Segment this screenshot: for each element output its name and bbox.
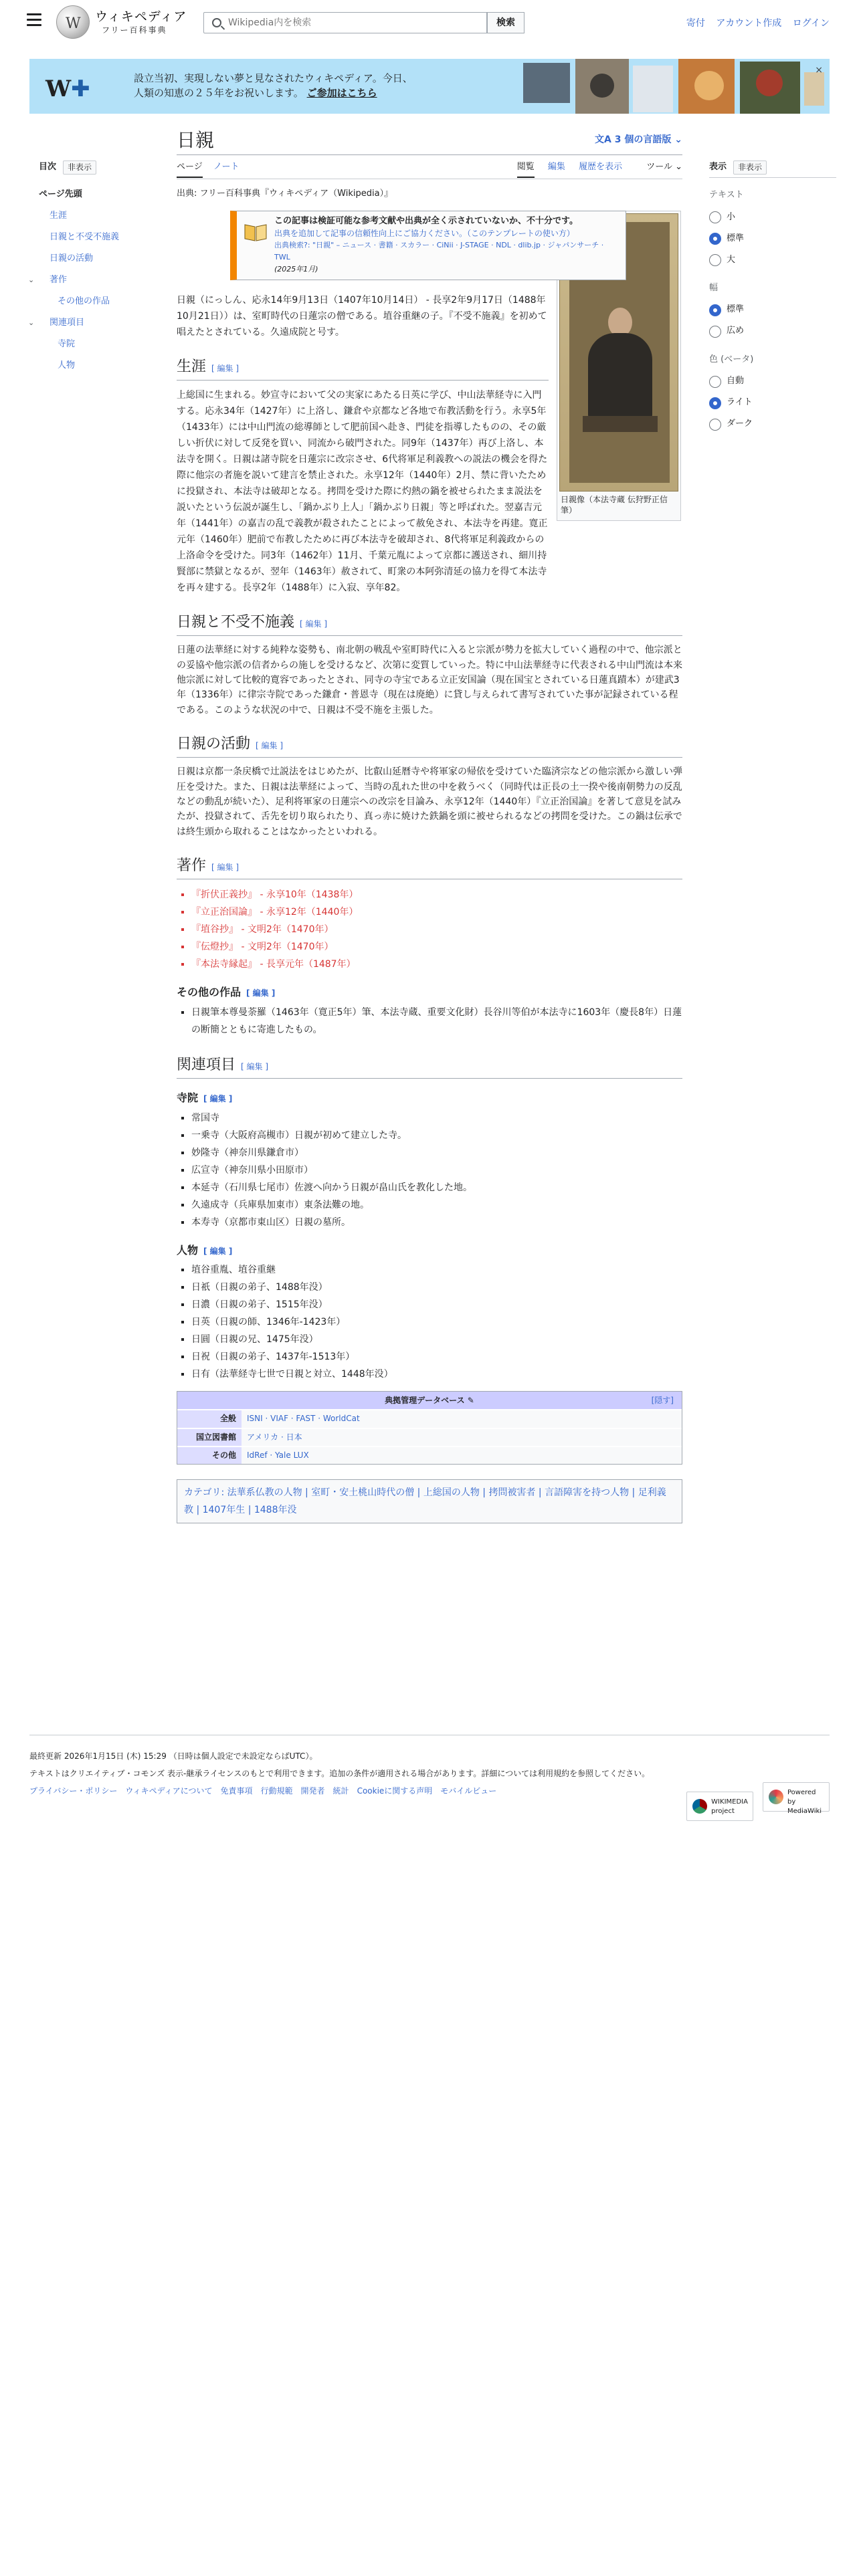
edit-section-link[interactable]: [ 編集 ] bbox=[246, 988, 276, 998]
section-fujufuse-title: 日親と不受不施義 bbox=[177, 613, 295, 631]
site-header bbox=[0, 0, 859, 45]
tab-edit[interactable]: 編集 bbox=[547, 162, 565, 172]
footer-link[interactable]: 統計 bbox=[332, 1786, 349, 1796]
portrait-caption: 日親像（本法寺蔵 伝狩野正信筆） bbox=[561, 494, 668, 515]
appearance-panel bbox=[709, 160, 836, 435]
section-fujufuse bbox=[177, 611, 682, 1523]
person-item[interactable]: ▪ 埴谷重胤、埴谷重継 bbox=[191, 1261, 682, 1279]
create-account-link[interactable]: アカウント作成 bbox=[716, 18, 782, 29]
radio-button[interactable] bbox=[709, 254, 721, 266]
toc-hide-button[interactable]: 非表示 bbox=[63, 160, 96, 175]
notice-date: (2025年1月) bbox=[274, 264, 318, 274]
section-other-works-title: その他の作品 bbox=[177, 986, 242, 999]
section-people-heading bbox=[177, 1242, 682, 1259]
section-life-heading bbox=[177, 355, 549, 381]
radio-button[interactable] bbox=[709, 326, 721, 338]
edit-section-link[interactable]: [ 編集 ] bbox=[300, 619, 328, 629]
anniversary-banner bbox=[29, 59, 830, 114]
edit-pencil-icon[interactable]: ✎ bbox=[467, 1396, 474, 1406]
table-of-contents bbox=[28, 160, 159, 377]
section-works-title: 著作 bbox=[177, 857, 207, 875]
appearance-group-label: 色 (ベータ) bbox=[709, 354, 754, 364]
section-temples-heading bbox=[177, 1089, 682, 1107]
appearance-option[interactable] bbox=[709, 321, 836, 342]
footer-link[interactable]: プライバシー・ポリシー bbox=[29, 1786, 118, 1796]
appearance-option[interactable] bbox=[709, 371, 836, 393]
appearance-option-label: 自動 bbox=[727, 376, 745, 387]
section-works-heading bbox=[177, 854, 682, 879]
radio-button[interactable] bbox=[709, 397, 721, 409]
section-life bbox=[177, 387, 549, 596]
life-paragraph: 上総国に生まれる。妙宣寺において父の実家にあたる日英に学び、中山法華経寺に入門する。応永34年（1427年）に上洛し、鎌倉や京都など各地で布教活動を行う。永享5年（1433年）には中山門流の総導師として肥前国へ赴き、門徒を指導したものの、その厳しい折伏に対して反発を買い、同流から破門された。同9年（1437年）再び上洛し、本法寺を開く。日親は諸寺院を日蓮宗に改宗させ、6代将軍足利義教への説法の機会を得た際に他宗の者施を説いて建言を禁止された。永享12年（1440年）2月、禁に背いたために投獄され、本法寺は破却となる。拷問を受けた際に灼熱の鍋を被せられたまま説法を説いたという伝説が誕生し、「鍋かぶり上人」「鍋かぶり日親」等と呼ばれた。翌嘉吉元年（1441年）の嘉吉の乱で義教が殺されたことによって赦免され、本法寺を再建。寛正元年（1460年）肥前で布教したために再び本法寺を破却され、8代将軍足利義政からの上洛命令を受けた。同3年（1462年）11月、千葉元胤によって京都に護送され、細川持賢部に禁獄となるが、翌年（1463年）赦されて、町衆の本阿弥清延の協力を得て本法寺を再々建する。長享2年（1488年）に入寂、享年82。 bbox=[177, 389, 548, 593]
authority-label: その他 bbox=[177, 1446, 242, 1464]
fujufuse-paragraph: 日蓮の法華経に対する純粋な姿勢も、南北朝の戦乱や室町時代に入ると宗派が勢力を拡大していく過程の中で、他宗派との妥協や他宗派の信者からの施しを受けるなど、次第に変質していった。特に中山法華経寺に代表される中山門流は本来他宗派に対して比較的寛容であったとされ、同寺の寺宝である立正安国論（現在国宝とされている日蓮真蹟本）が建武3年（1336年）に律宗寺院であった鎌倉・普恩寺（現在は廃絶）に貸し与えられて書写されていた事が記録されている程である。このような状況の中で、日親は不受不施を主張した。 bbox=[177, 645, 682, 716]
appearance-group-label: 幅 bbox=[709, 282, 719, 293]
toc-item-activity[interactable]: 日親の活動 bbox=[50, 253, 94, 264]
work-item[interactable]: ▪ 『立正治国論』 - 永享12年（1440年） bbox=[191, 903, 682, 921]
banner-text bbox=[134, 71, 413, 100]
main-content bbox=[177, 126, 682, 1523]
toc-item-related-label: 関連項目 bbox=[50, 318, 85, 328]
radio-button[interactable] bbox=[709, 304, 721, 316]
tab-page[interactable]: ページ bbox=[177, 162, 203, 178]
tab-talk[interactable]: ノート bbox=[213, 162, 240, 172]
appearance-option-label: 標準 bbox=[727, 233, 745, 243]
main-menu-icon[interactable] bbox=[27, 13, 41, 27]
search-button[interactable]: 検索 bbox=[487, 12, 524, 33]
radio-button[interactable] bbox=[709, 376, 721, 388]
language-button-label: 3 個の言語版 bbox=[614, 134, 672, 145]
tab-tools-label: ツール bbox=[646, 162, 672, 172]
authority-hide-link[interactable]: [隠す] bbox=[651, 1396, 674, 1406]
authority-label: 国立図書館 bbox=[177, 1428, 242, 1446]
appearance-groups bbox=[709, 189, 836, 435]
work-item[interactable]: ▪ 『伝燈抄』 - 文明2年（1470年） bbox=[191, 938, 682, 956]
people-list bbox=[191, 1261, 682, 1383]
book-icon bbox=[244, 222, 268, 242]
toc-item-people[interactable]: 人物 bbox=[58, 360, 76, 371]
appearance-title: 表示 bbox=[709, 162, 727, 173]
person-item[interactable]: ▪ 日祇（日親の弟子、1488年没） bbox=[191, 1279, 682, 1296]
section-fujufuse-heading bbox=[177, 611, 682, 636]
toc-item-works[interactable] bbox=[28, 270, 159, 291]
search-box[interactable] bbox=[203, 12, 487, 33]
authority-table bbox=[177, 1409, 682, 1464]
authority-value[interactable]: IdRef · Yale LUX bbox=[242, 1446, 682, 1464]
temple-item[interactable]: ▪ 久遠成寺（兵庫県加東市）東条法難の地。 bbox=[191, 1196, 682, 1214]
section-life-title: 生涯 bbox=[177, 358, 207, 375]
authority-title[interactable]: 典拠管理データベース bbox=[385, 1396, 465, 1406]
appearance-hide-button[interactable]: 非表示 bbox=[733, 160, 767, 175]
donate-link[interactable]: 寄付 bbox=[686, 18, 705, 29]
maintenance-notice bbox=[230, 211, 626, 280]
edit-section-link[interactable]: [ 編集 ] bbox=[211, 863, 240, 873]
notice-source-search[interactable]: 出典検索?: "日親" – ニュース · 書籍 · スカラー · CiNii · J-STAGE · NDL · dlib.jp · ジャパンサーチ · TWL bbox=[274, 240, 604, 261]
appearance-option-label: 広め bbox=[727, 326, 745, 336]
temple-item[interactable]: ▪ 一乗寺（大阪府高槻市）日親が初めて建立した寺。 bbox=[191, 1127, 682, 1144]
edit-section-link[interactable]: [ 編集 ] bbox=[211, 363, 240, 373]
footer-badges bbox=[680, 1782, 830, 1821]
person-item[interactable]: ▪ 日祝（日親の弟子、1437年-1513年） bbox=[191, 1348, 682, 1366]
activity-paragraph: 日親は京都一条戻橋で辻説法をはじめたが、比叡山延暦寺や将軍家の帰依を受けていた臨済宗などの他宗派から激しい弾圧を受けた。また、日親は法華経によって、当時の乱れた世の中を救うべく（同時代は正長の土一揆や後南朝勢力の反乱などの動乱が続いた）、足利将軍家の日蓮宗への改宗を目論み、永享12年（1440年）『立正治国論』を著して意見を試みたが、投獄されて、舌先を切り取られたり、真っ赤に焼けた鉄鍋を頭に被せられるなどの拷問を受けた。この鍋は伝承では終生頭から取れることはなかったといわれる。 bbox=[177, 766, 682, 837]
authority-control bbox=[177, 1391, 682, 1465]
appearance-option[interactable] bbox=[709, 300, 836, 321]
temples-list bbox=[191, 1109, 682, 1231]
search-icon bbox=[212, 18, 221, 27]
last-modified: 最終更新 2026年1月15日 (木) 15:29 （日時は個人設定で未設定ならばUTC）。 bbox=[29, 1751, 318, 1761]
wikimedia-badge[interactable]: WIKIMEDIA project bbox=[686, 1792, 753, 1821]
toc-item-temples[interactable]: 寺院 bbox=[58, 339, 76, 350]
appearance-option-label: 標準 bbox=[727, 304, 745, 315]
radio-button[interactable] bbox=[709, 211, 721, 223]
work-item[interactable]: ▪ 『埴谷抄』 - 文明2年（1470年） bbox=[191, 921, 682, 938]
site-sub: 出典: フリー百科事典『ウィキペディア（Wikipedia）』 bbox=[177, 189, 393, 199]
authority-value[interactable]: ISNI · VIAF · FAST · WorldCat bbox=[242, 1410, 682, 1428]
tab-history[interactable]: 履歴を表示 bbox=[579, 162, 623, 172]
toc-item-works-label: 著作 bbox=[50, 275, 68, 286]
intro-section bbox=[177, 292, 549, 340]
section-related-heading bbox=[177, 1053, 682, 1079]
authority-value[interactable]: アメリカ · 日本 bbox=[242, 1428, 682, 1446]
appearance-option-label: 大 bbox=[727, 254, 736, 265]
temple-item[interactable]: ▪ 本寿寺（京都市東山区）日親の墓所。 bbox=[191, 1214, 682, 1231]
toc-item-other-works[interactable]: その他の作品 bbox=[58, 296, 110, 307]
section-other-works-heading bbox=[177, 984, 682, 1001]
authority-label: 全般 bbox=[177, 1410, 242, 1428]
toc-title: 目次 bbox=[39, 162, 57, 173]
tab-read[interactable]: 閲覧 bbox=[517, 162, 535, 178]
section-related-title: 関連項目 bbox=[177, 1057, 236, 1074]
section-temples-title: 寺院 bbox=[177, 1091, 199, 1105]
site-footer bbox=[29, 1735, 830, 1815]
tab-tools[interactable]: ツール ⌄ bbox=[646, 162, 682, 172]
edit-section-link[interactable]: [ 編集 ] bbox=[241, 1062, 269, 1072]
section-activity-title: 日親の活動 bbox=[177, 736, 251, 753]
footer-link[interactable]: Cookieに関する声明 bbox=[357, 1786, 433, 1796]
personal-tools bbox=[678, 16, 830, 31]
wordmark[interactable]: ウィキペディア bbox=[95, 9, 187, 24]
radio-button[interactable] bbox=[709, 233, 721, 245]
notice-lead: この記事は検証可能な参考文献や出典が全く示されていないか、不十分です。 bbox=[274, 215, 578, 226]
radio-button[interactable] bbox=[709, 419, 721, 431]
person-item[interactable]: ▪ 日英（日親の師、1346年-1423年） bbox=[191, 1313, 682, 1331]
appearance-option[interactable] bbox=[709, 228, 836, 249]
category-links[interactable]: カテゴリ: 法華系仏教の人物 | 室町・安土桃山時代の僧 | 上総国の人物 | 拷問被害者 | 言語障害を持つ人物 | 足利義教 | 1407年生 | 1488年没 bbox=[177, 1479, 682, 1523]
wikipedia-25-logo: W✚ bbox=[45, 76, 90, 102]
appearance-group-label: テキスト bbox=[709, 190, 744, 201]
work-item[interactable]: ▪ 『折伏正義抄』 - 永享10年（1438年） bbox=[191, 886, 682, 903]
appearance-option-label: ライト bbox=[727, 397, 753, 408]
toc-item-fujufuse[interactable]: 日親と不受不施義 bbox=[50, 232, 120, 243]
page-title: 日親 bbox=[177, 129, 215, 151]
appearance-option[interactable] bbox=[709, 393, 836, 414]
chevron-down-icon[interactable]: ⌄ bbox=[28, 276, 35, 285]
intro-paragraph: 日親（にっしん、応永14年9月13日（1407年10月14日） - 長享2年9月17日（1488年10月21日））は、室町時代の日蓮宗の僧である。埴谷重継の子。『不受不施義』を初めて唱えたとされている。久遠成院と号す。 bbox=[177, 294, 547, 338]
other-works-list bbox=[191, 1004, 682, 1039]
language-button[interactable]: 文A 3 個の言語版 ⌄ bbox=[595, 134, 682, 145]
footer-link[interactable]: モバイルビュー bbox=[440, 1786, 497, 1796]
footer-link[interactable]: ウィキペディアについて bbox=[125, 1786, 213, 1796]
person-item[interactable]: ▪ 日圓（日親の兄、1475年没） bbox=[191, 1331, 682, 1348]
appearance-option[interactable] bbox=[709, 414, 836, 435]
person-item[interactable]: ▪ 日濃（日親の弟子、1515年没） bbox=[191, 1296, 682, 1313]
temple-item[interactable]: ▪ 広宣寺（神奈川県小田原市） bbox=[191, 1162, 682, 1179]
temple-item[interactable]: ▪ 妙隆寺（神奈川県鎌倉市） bbox=[191, 1144, 682, 1162]
chevron-down-icon[interactable]: ⌄ bbox=[28, 318, 35, 328]
wikipedia-globe-logo[interactable] bbox=[56, 5, 90, 39]
edit-section-link[interactable]: [ 編集 ] bbox=[203, 1094, 233, 1104]
toc-item-life[interactable]: 生涯 bbox=[50, 211, 68, 221]
section-people-title: 人物 bbox=[177, 1243, 199, 1257]
banner-line-2: 人類の知恵の２５年をお祝いします。 bbox=[134, 87, 304, 99]
work-item[interactable]: ▪ 『本法寺縁起』 - 長享元年（1487年） bbox=[191, 956, 682, 973]
other-work-item[interactable]: ▪ 日親筆本尊曼荼羅（1463年（寛正5年）筆、本法寺蔵、重要文化財）長谷川等伯が本法寺に1603年（慶長8年）日蓮の断簡とともに寄進したもの。 bbox=[191, 1004, 682, 1039]
edit-section-link[interactable]: [ 編集 ] bbox=[256, 741, 284, 751]
appearance-option-label: ダーク bbox=[727, 419, 753, 429]
license-text: テキストはクリエイティブ・コモンズ 表示-継承ライセンスのもとで利用できます。追加の条件が適用される場合があります。詳細については利用規約を参照してください。 bbox=[29, 1769, 650, 1778]
mediawiki-badge[interactable]: Powered by MediaWiki bbox=[763, 1782, 830, 1812]
temple-item[interactable]: ▪ 本延寺（石川県七尾市）佐渡へ向かう日親が畠山氏を教化した地。 bbox=[191, 1179, 682, 1196]
appearance-option[interactable] bbox=[709, 249, 836, 271]
person-item[interactable]: ▪ 日有（法華経寺七世で日親と対立、1448年没） bbox=[191, 1366, 682, 1383]
appearance-option[interactable] bbox=[709, 207, 836, 228]
tagline: フリー百科事典 bbox=[102, 25, 167, 35]
section-activity-heading bbox=[177, 732, 682, 758]
appearance-option-label: 小 bbox=[727, 211, 736, 222]
notice-line-2[interactable]: 出典を追加して記事の信頼性向上にご協力ください。（このテンプレートの使い方） bbox=[274, 228, 575, 238]
login-link[interactable]: ログイン bbox=[792, 18, 830, 29]
toc-item-related[interactable] bbox=[28, 312, 159, 334]
footer-link[interactable]: 行動規範 bbox=[260, 1786, 293, 1796]
language-icon: 文A bbox=[595, 134, 615, 145]
footer-link[interactable]: 免責事項 bbox=[220, 1786, 253, 1796]
search-input[interactable] bbox=[228, 17, 482, 28]
footer-link[interactable]: 開発者 bbox=[300, 1786, 325, 1796]
works-list bbox=[191, 886, 682, 973]
banner-cta-link[interactable]: ご参加はこちら bbox=[306, 87, 377, 99]
toc-item-top[interactable]: ページ先頭 bbox=[39, 189, 82, 200]
edit-section-link[interactable]: [ 編集 ] bbox=[203, 1246, 233, 1256]
photo-collage-graphic bbox=[515, 59, 830, 114]
banner-photo-collage bbox=[515, 59, 830, 114]
banner-line-1: 設立当初、実現しない夢と見なされたウィキペディア。今日、 bbox=[134, 72, 413, 84]
banner-close-button[interactable]: × bbox=[815, 65, 823, 76]
temple-item[interactable]: ▪ 常国寺 bbox=[191, 1109, 682, 1127]
